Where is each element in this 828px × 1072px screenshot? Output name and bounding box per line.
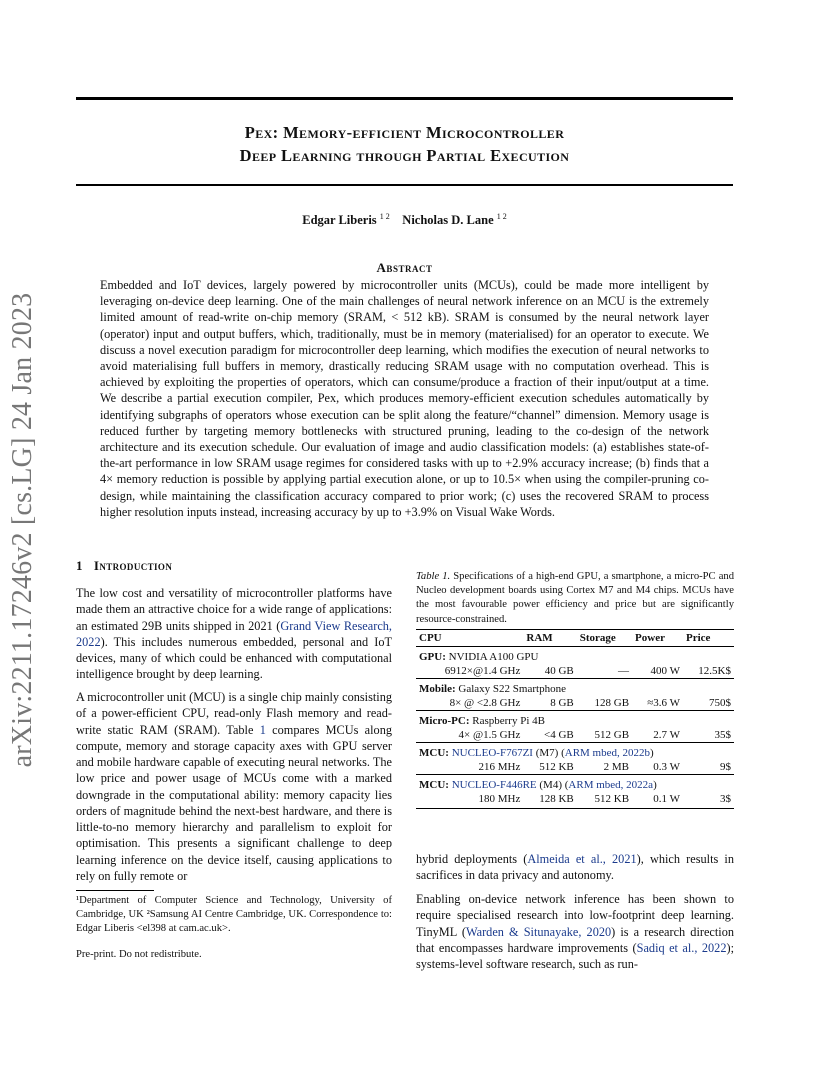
preprint-note: Pre-print. Do not redistribute. [76, 949, 202, 960]
paper-title-line2: Deep Learning through Partial Execution [239, 146, 570, 165]
device-name[interactable]: NUCLEO-F446RE [451, 779, 537, 791]
table-header-row [416, 630, 734, 647]
cell-storage: 512 KB [577, 792, 632, 809]
cell-cpu: 216 MHz [478, 761, 521, 773]
section-heading [76, 558, 172, 574]
device-name: Raspberry Pi 4B [472, 715, 545, 727]
citation-link[interactable]: Grand View Research, 2022 [76, 618, 392, 649]
cell-ram: 8 GB [550, 697, 574, 709]
spec-table [416, 629, 734, 809]
title-bottom-rule [76, 184, 733, 186]
section-title: Introduction [93, 558, 173, 573]
right-paragraph-1: hybrid deployments (Almeida et al., 2021), which results in sacrifices in data privacy and autonomy. [416, 852, 734, 883]
table-group-header [416, 647, 734, 665]
cell-storage: 512 GB [594, 729, 630, 741]
cell-power: 0.3 W [653, 761, 680, 773]
col-header-price: Price [683, 630, 734, 647]
citation-link[interactable]: Warden & Situnayake, 2020 [466, 924, 612, 939]
citation-link[interactable]: Almeida et al., 2021 [527, 852, 637, 866]
cell-ram: <4 GB [543, 729, 574, 741]
citation-link[interactable]: Sadiq et al., 2022 [636, 940, 727, 955]
arxiv-stamp: arXiv:2211.17246v2 [cs.LG] 24 Jan 2023 [7, 292, 38, 768]
abstract-heading: Abstract [376, 260, 433, 275]
col-header-cpu: CPU [416, 630, 523, 647]
footnote-rule [76, 890, 154, 891]
table-group-header: MCU: NUCLEO-F446RE (M4) (ARM mbed, 2022a) [416, 775, 734, 793]
author-name: Nicholas D. Lane [402, 213, 494, 228]
table-group-header: MCU: NUCLEO-F767ZI (M7) (ARM mbed, 2022b) [416, 743, 734, 761]
citation-link[interactable]: ARM mbed, 2022b [564, 747, 650, 759]
cell-cpu: 6912×@1.4 GHz [444, 665, 521, 677]
device-category: MCU: [419, 779, 449, 791]
author-affiliation: 1 2 [379, 212, 390, 221]
cell-cpu: 180 MHz [416, 792, 523, 809]
cell-price: 750$ [709, 697, 731, 709]
title-top-rule [76, 97, 733, 100]
device-category: MCU: [419, 747, 449, 759]
cell-power: 2.7 W [653, 729, 680, 741]
author-affiliation: 1 2 [496, 212, 507, 221]
cell-cpu: 8× @ <2.8 GHz [449, 697, 521, 709]
cell-price: 9$ [720, 761, 731, 773]
cell-power: 0.1 W [632, 792, 683, 809]
cell-cpu: 4× @1.5 GHz [458, 729, 521, 741]
cell-storage: — [618, 665, 630, 677]
cell-power: ≈3.6 W [647, 697, 680, 709]
intro-paragraph-2: A microcontroller unit (MCU) is a single chip mainly consisting of a power-efficient CPU, read-only Flash memory and read-write static RAM (SRAM). Table 1 compares MCUs along compute, memory and storage capacity axes with GPU server and mobile hardware capable of executing neural networks. The low price and power usage of MCUs come with a marked downgrade in the computational ability: memory capacity lies orders of magnitude behind the next-best hardware, and there is little-to-no memory hierarchy and parallelism to exploit for optimisation. This presents a significant challenge to deep learning inference on the device itself, causing applications to rely on fully remote or [76, 690, 393, 883]
authors [76, 212, 733, 228]
device-category: Micro-PC: [419, 715, 470, 727]
cell-ram: 512 KB [539, 761, 574, 773]
cell-price: 35$ [714, 729, 731, 741]
right-paragraph-2: Enabling on-device network inference has been shown to require specialised research into low-footprint deep learning. TinyML (Warden & Situnayake, 2020) is a research direction that encompasses hardware improvements (Sadiq et al., 2022); systems-level software research, such as run- [416, 892, 735, 971]
device-category: Mobile: [419, 683, 456, 695]
table-row [416, 792, 734, 809]
section-number: 1 [76, 558, 83, 573]
cell-storage: 128 GB [594, 697, 630, 709]
cell-price: 3$ [683, 792, 734, 809]
cell-ram: 40 GB [544, 665, 574, 677]
device-name[interactable]: NUCLEO-F767ZI [451, 747, 533, 759]
col-header-ram: RAM [523, 630, 576, 647]
table-group-header [416, 679, 734, 697]
table-group-header [416, 711, 734, 729]
cell-price: 12.5K$ [698, 665, 731, 677]
col-header-power: Power [632, 630, 683, 647]
device-name: NVIDIA A100 GPU [448, 651, 539, 663]
cell-storage: 2 MB [603, 761, 630, 773]
device-name: Galaxy S22 Smartphone [458, 683, 566, 695]
citation-link[interactable]: ARM mbed, 2022a [568, 779, 654, 791]
abstract-text: Embedded and IoT devices, largely powered by microcontroller units (MCUs), could be made more intelligent by leveraging on-device deep learning. One of the main challenges of neural network inference on an MCU is the extremely limited amount of read-write on-chip memory (SRAM, < 512 kB). SRAM is consumed by the neural network layer (operator) input and output buffers, which, traditionally, must be in memory (materialised) for an operator to execute. We discuss a novel execution paradigm for microcontroller deep learning, which modifies the execution of neural networks to avoid materialising full buffers in memory, drastically reducing SRAM usage with no computation overhead. This is achieved by exploiting the properties of operators, which can consume/produce a fraction of their input/output at a time. We describe a partial execution compiler, Pex, which produces memory-efficient execution schedules automatically by identifying subgraphs of operators whose execution can be split along the feature/“channel” dimension. Memory usage is reduced further by targeting memory bottlenecks with structured pruning, leading to the co-design of the network architecture and its execution schedule. Our evaluation of image and audio classification models: (a) establishes state-of-the-art performance in low SRAM usage regimes for considered tasks with up to +2.9% accuracy increase; (b) finds that a 4× memory reduction is possible by applying partial execution alone, or up to 10.5× when using the compiler-pruning co-design, while maintaining the classification accuracy compared to prior work; (c) uses the recovered SRAM to process higher resolution inputs instead, increasing accuracy by up to +3.9% on Visual Wake Words. [100, 278, 709, 519]
table-row [416, 696, 734, 711]
intro-paragraph-1: The low cost and versatility of microcontroller platforms have made them an attractive choice for a wide range of applications: an estimated 29B units shipped in 2021 (Grand View Research, 2022). This includes numerous embedded, personal and IoT devices, many of which could be enhanced with computational intelligence brought by deep learning. [76, 586, 392, 682]
table-row [416, 664, 734, 679]
table-row [416, 760, 734, 775]
author-name: Edgar Liberis [302, 213, 377, 228]
footnote: ¹Department of Computer Science and Technology, University of Cambridge, UK ²Samsung AI Centre Cambridge, UK. Correspondence to: Edgar Liberis <el398 at cam.ac.uk>. [76, 895, 392, 934]
device-category: GPU: [419, 651, 446, 663]
cell-ram: 128 KB [523, 792, 576, 809]
table-row [416, 728, 734, 743]
paper-title-line1: Pex: Memory-efficient Microcontroller [244, 123, 565, 142]
table-caption: Table 1. Specifications of a high-end GPU, a smartphone, a micro-PC and Nucleo development boards using Cortex M7 and M4 chips. MCUs have the most favourable power efficiency and price but are significantly resource-constrained. [416, 571, 734, 625]
table-ref-link[interactable]: 1 [259, 722, 266, 737]
cell-power: 400 W [650, 665, 680, 677]
col-header-storage: Storage [577, 630, 632, 647]
table-caption-label: Table 1. [416, 571, 451, 582]
